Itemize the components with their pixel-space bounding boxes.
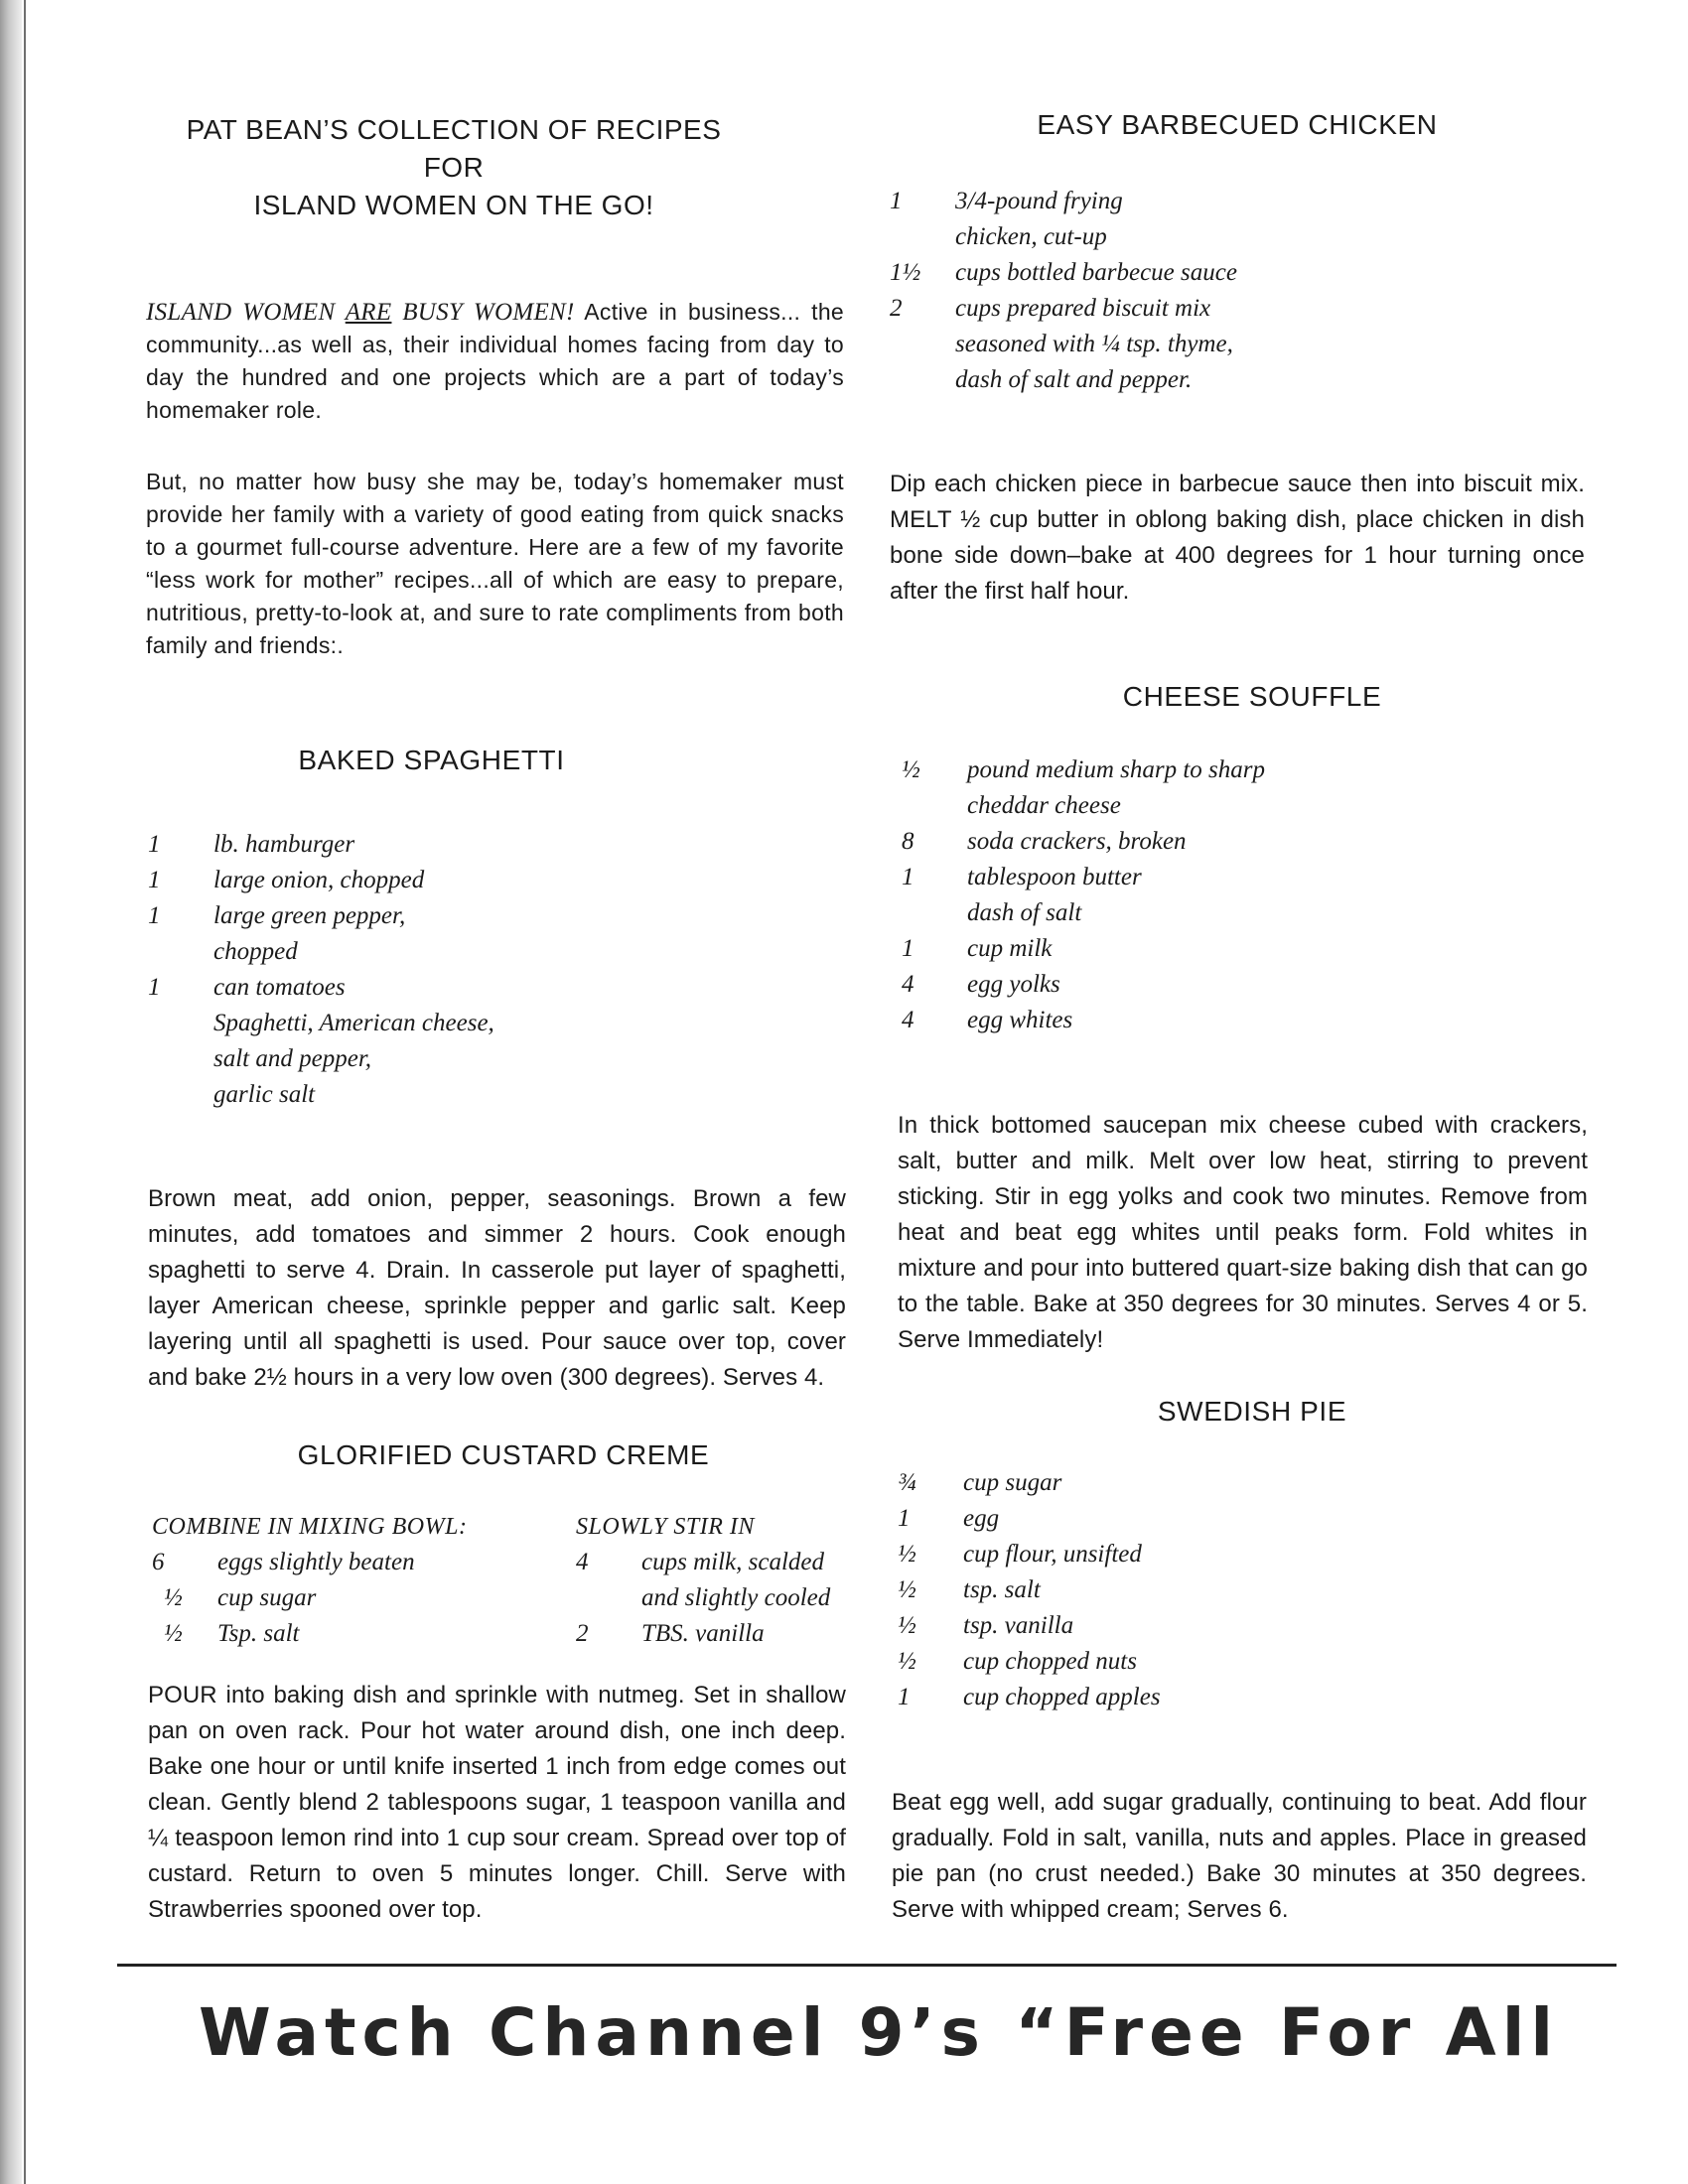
cheese-souffle-ingredients	[902, 752, 1458, 1038]
ingredient-row	[576, 1580, 847, 1616]
ingredient-qty: 2	[890, 295, 903, 322]
ingredient-row	[890, 255, 1446, 291]
ingredient-text: cups prepared biscuit mix	[955, 295, 1211, 322]
intro-lead-after: BUSY WOMEN!	[391, 299, 575, 326]
ingredient-row	[148, 934, 664, 970]
stir-header: SLOWLY STIR IN	[576, 1514, 755, 1540]
ingredient-row	[148, 1006, 664, 1041]
cheese-souffle-method: In thick bottomed saucepan mix cheese cubed with crackers, salt, butter and milk. Melt over low heat, stirring to prevent sticking. Stir in egg yolks and cook two minutes. Remove from heat and beat egg whites until peaks form. Fold whites in mixture and pour into buttered quart-size baking dish that can go to the table. Bake at 350 degrees for 30 minutes. Serves 4 or 5. Serve Immediately!	[898, 1112, 1588, 1353]
ingredient-row	[890, 362, 1446, 398]
ingredient-row	[902, 931, 1458, 967]
title-line-2: FOR	[423, 152, 485, 183]
footer-word: Watch	[199, 1993, 460, 2071]
ingredient-row	[148, 898, 664, 934]
ingredient-text: cups bottled barbecue sauce	[955, 259, 1237, 286]
ingredient-qty: 2	[576, 1620, 589, 1647]
ingredient-text: egg whites	[967, 1007, 1073, 1033]
page-title	[116, 111, 791, 224]
ingredient-row	[152, 1545, 576, 1580]
footer-banner	[199, 1987, 1559, 2077]
ingredient-row	[148, 970, 664, 1006]
ingredient-qty: 4	[902, 971, 914, 998]
ingredient-qty	[148, 934, 213, 970]
ingredient-row	[148, 863, 664, 898]
ingredient-qty	[890, 327, 955, 362]
ingredient-row	[902, 824, 1458, 860]
footer-word: For	[1278, 1993, 1417, 2071]
ingredient-qty: 1	[898, 1684, 911, 1710]
ingredient-text: chopped	[213, 938, 298, 965]
ingredient-row	[148, 1077, 664, 1113]
custard-ingredients	[152, 1509, 847, 1652]
ingredient-qty: ½	[164, 1620, 183, 1647]
ingredient-row	[152, 1616, 576, 1652]
ingredient-row	[148, 827, 664, 863]
cheese-souffle-title: CHEESE SOUFFLE	[1122, 681, 1382, 712]
ingredient-text: cup chopped apples	[963, 1684, 1161, 1710]
ingredient-row	[898, 1608, 1454, 1644]
ingredient-row	[890, 219, 1446, 255]
ingredient-text: salt and pepper,	[213, 1045, 372, 1072]
ingredient-qty	[148, 1077, 213, 1113]
title-line-1: PAT BEAN’S COLLECTION OF RECIPES	[186, 114, 722, 145]
ingredient-qty: ½	[898, 1612, 916, 1639]
intro-paragraph-2: But, no matter how busy she may be, today’s homemaker must provide her family with a variety of good eating from quick snacks to a gourmet full-course adventure. Here are a few of my favorite “less work for mother” recipes...all of which are easy to prepare, nutritious, pretty-to-look at, and sure to rate compliments from both family and friends:.	[146, 469, 844, 658]
ingredient-text: and slightly cooled	[641, 1584, 831, 1611]
custard-title: GLORIFIED CUSTARD CREME	[297, 1439, 710, 1470]
swedish-pie-method: Beat egg well, add sugar gradually, continuing to beat. Add flour gradually. Fold in salt, vanilla, nuts and apples. Place in greased pie pan (no crust needed.) Bake 30 minutes at 350 degrees. Serve with whipped cream; Serves 6.	[892, 1789, 1587, 1923]
bbq-chicken-ingredients	[890, 184, 1446, 398]
baked-spaghetti-title: BAKED SPAGHETTI	[298, 745, 565, 775]
ingredient-text: cup sugar	[217, 1584, 317, 1611]
ingredient-text: cup sugar	[963, 1469, 1062, 1496]
ingredient-row	[576, 1616, 847, 1652]
footer-word: 9’s	[858, 1993, 986, 2071]
ingredient-text: dash of salt	[967, 899, 1082, 926]
intro-paragraph-1	[146, 296, 844, 427]
ingredient-text: TBS. vanilla	[641, 1620, 765, 1647]
ingredient-text: egg yolks	[967, 971, 1060, 998]
baked-spaghetti-ingredients	[148, 827, 664, 1113]
ingredient-text: large onion, chopped	[213, 867, 425, 893]
ingredient-qty: 1	[898, 1505, 911, 1532]
ingredient-qty	[576, 1580, 641, 1616]
ingredient-row	[902, 860, 1458, 895]
ingredient-qty: ½	[898, 1576, 916, 1603]
baked-spaghetti-method: Brown meat, add onion, pepper, seasonings. Brown a few minutes, add tomatoes and simmer 2 hours. Cook enough spaghetti to serve 4. Drain. In casserole put layer of spaghetti, layer American cheese, sprinkle pepper and garlic salt. Keep layering until all spaghetti is used. Pour sauce over top, cover and bake 2½ hours in a very low oven (300 degrees). Serves 4.	[148, 1185, 846, 1391]
ingredient-qty: ½	[902, 756, 920, 783]
title-line-3: ISLAND WOMEN ON THE GO!	[253, 190, 654, 220]
intro-lead	[146, 299, 575, 326]
combine-column	[152, 1509, 576, 1652]
ingredient-text: Spaghetti, American cheese,	[213, 1010, 494, 1036]
ingredient-qty: 4	[576, 1549, 589, 1575]
page-binding-edge	[0, 0, 22, 2184]
ingredient-row	[898, 1680, 1454, 1715]
ingredient-row	[898, 1465, 1454, 1501]
intro-p1-rest: Active in business... the community...as well as, their individual homes facing from day to day the hundred and one projects which are a part of today’s homemaker role.	[146, 299, 845, 423]
footer-word: Channel	[489, 1993, 830, 2071]
ingredient-row	[148, 1041, 664, 1077]
ingredient-qty: 8	[902, 828, 914, 855]
ingredient-text: chicken, cut-up	[955, 223, 1107, 250]
ingredient-text: cheddar cheese	[967, 792, 1121, 819]
ingredient-text: Tsp. salt	[217, 1620, 300, 1647]
ingredient-text: tsp. vanilla	[963, 1612, 1074, 1639]
ingredient-qty: 1	[148, 974, 161, 1001]
bbq-chicken-title: EASY BARBECUED CHICKEN	[1037, 109, 1438, 140]
ingredient-qty	[902, 895, 967, 931]
ingredient-row	[890, 184, 1446, 219]
ingredient-qty: 4	[902, 1007, 914, 1033]
footer-word: All	[1445, 1993, 1559, 2071]
ingredient-row	[898, 1501, 1454, 1537]
ingredient-qty	[148, 1006, 213, 1041]
ingredient-row	[898, 1537, 1454, 1572]
ingredient-row	[902, 788, 1458, 824]
ingredient-row	[902, 895, 1458, 931]
ingredient-row	[902, 752, 1458, 788]
intro-lead-emph: ARE	[345, 299, 392, 326]
ingredient-row	[152, 1580, 576, 1616]
ingredient-qty	[148, 1041, 213, 1077]
ingredient-qty	[890, 219, 955, 255]
ingredient-text: 3/4-pound frying	[955, 188, 1123, 214]
ingredient-text: tsp. salt	[963, 1576, 1041, 1603]
ingredient-qty: 1½	[890, 259, 921, 286]
ingredient-qty	[890, 362, 955, 398]
intro-lead-before: ISLAND WOMEN	[146, 299, 346, 326]
ingredient-qty	[902, 788, 967, 824]
ingredient-row	[898, 1644, 1454, 1680]
stir-column	[576, 1509, 847, 1652]
ingredient-row	[890, 327, 1446, 362]
footer-word: “Free	[1015, 1993, 1250, 2071]
custard-method: POUR into baking dish and sprinkle with nutmeg. Set in shallow pan on oven rack. Pour hot water around dish, one inch deep. Bake one hour or until knife inserted 1 inch from edge comes out clean. Gently blend 2 tablespoons sugar, 1 teaspoon vanilla and ¼ teaspoon lemon rind into 1 cup sour cream. Spread over top of custard. Return to oven 5 minutes longer. Chill. Serve with Strawberries spooned over top.	[148, 1682, 846, 1923]
ingredient-text: cup chopped nuts	[963, 1648, 1137, 1675]
ingredient-qty: 1	[148, 831, 161, 858]
ingredient-qty: 6	[152, 1549, 165, 1575]
ingredient-row	[898, 1572, 1454, 1608]
ingredient-text: pound medium sharp to sharp	[967, 756, 1266, 783]
ingredient-qty: 1	[148, 902, 161, 929]
ingredient-text: eggs slightly beaten	[217, 1549, 415, 1575]
ingredient-qty: 1	[148, 867, 161, 893]
ingredient-text: can tomatoes	[213, 974, 346, 1001]
ingredient-text: large green pepper,	[213, 902, 406, 929]
bbq-chicken-method: Dip each chicken piece in barbecue sauce then into biscuit mix. MELT ½ cup butter in oblong baking dish, place chicken in dish bone side down–bake at 400 degrees for 1 hour turning once after the first half hour.	[890, 471, 1585, 605]
ingredient-row	[902, 967, 1458, 1003]
ingredient-qty: ½	[164, 1584, 183, 1611]
ingredient-qty: ½	[898, 1541, 916, 1568]
ingredient-qty: 1	[902, 864, 914, 890]
ingredient-row	[890, 291, 1446, 327]
combine-header: COMBINE IN MIXING BOWL:	[152, 1514, 468, 1540]
ingredient-text: cup flour, unsifted	[963, 1541, 1142, 1568]
ingredient-text: lb. hamburger	[213, 831, 355, 858]
ingredient-text: seasoned with ¼ tsp. thyme,	[955, 331, 1233, 357]
footer-rule	[117, 1964, 1617, 1967]
ingredient-row	[576, 1545, 847, 1580]
ingredient-text: soda crackers, broken	[967, 828, 1187, 855]
ingredient-text: dash of salt and pepper.	[955, 366, 1193, 393]
ingredient-text: cups milk, scalded	[641, 1549, 824, 1575]
ingredient-text: tablespoon butter	[967, 864, 1142, 890]
swedish-pie-title: SWEDISH PIE	[1157, 1396, 1347, 1427]
ingredient-row	[902, 1003, 1458, 1038]
ingredient-text: cup milk	[967, 935, 1053, 962]
ingredient-qty: ½	[898, 1648, 916, 1675]
ingredient-qty: 1	[890, 188, 903, 214]
ingredient-text: garlic salt	[213, 1081, 316, 1108]
ingredient-qty: 1	[902, 935, 914, 962]
swedish-pie-ingredients	[898, 1465, 1454, 1715]
ingredient-qty: ¾	[898, 1469, 916, 1496]
ingredient-text: egg	[963, 1505, 1000, 1532]
